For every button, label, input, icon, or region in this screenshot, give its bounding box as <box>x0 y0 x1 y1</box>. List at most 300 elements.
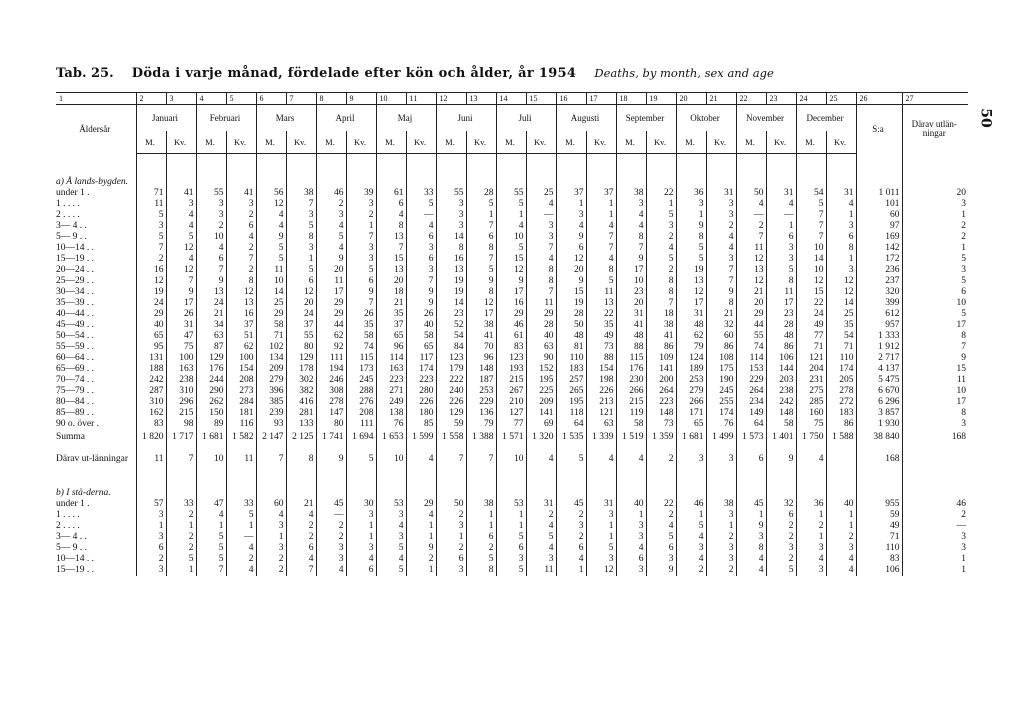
value-cell: 215 <box>166 408 196 419</box>
value-cell: 152 <box>526 364 556 375</box>
value-cell: — <box>766 210 796 221</box>
value-cell: 2 <box>766 521 796 532</box>
value-cell: 4 <box>646 243 676 254</box>
value-cell: 9 <box>406 298 436 309</box>
value-cell: 223 <box>646 397 676 408</box>
value-cell: 54 <box>796 188 826 199</box>
data-row <box>56 565 968 576</box>
empty-cell <box>766 465 796 499</box>
empty-cell <box>526 154 556 189</box>
value-cell: 129 <box>436 408 466 419</box>
value-cell: 10 <box>496 443 526 465</box>
value-cell: 7 <box>646 298 676 309</box>
value-cell: 45 <box>556 499 586 510</box>
female-header: Kv. <box>466 131 496 154</box>
column-number: 19 <box>646 93 676 105</box>
value-cell: 1 582 <box>226 430 256 443</box>
table-title <box>56 66 976 81</box>
value-cell: 234 <box>736 397 766 408</box>
empty-cell <box>646 154 676 189</box>
female-header: Kv. <box>166 131 196 154</box>
value-cell: 1 <box>736 510 766 521</box>
value-cell: 5 <box>196 532 226 543</box>
value-cell: 2 <box>316 532 346 543</box>
value-cell: 1 333 <box>856 331 902 342</box>
age-group-label: 3— 4 . . <box>56 532 87 542</box>
value-cell: 4 <box>196 243 226 254</box>
value-cell: 3 <box>286 243 316 254</box>
value-cell: 53 <box>496 499 526 510</box>
value-cell: 1 <box>136 521 166 532</box>
value-cell: 3 <box>316 210 346 221</box>
value-cell: 19 <box>136 287 166 298</box>
value-cell: 5 <box>646 532 676 543</box>
value-cell: 7 <box>466 254 496 265</box>
value-cell: 1 <box>902 243 968 254</box>
value-cell: 48 <box>676 320 706 331</box>
value-cell: 6 <box>766 510 796 521</box>
value-cell: 3 <box>316 543 346 554</box>
value-cell: 226 <box>586 386 616 397</box>
data-row <box>56 221 968 232</box>
column-number: 11 <box>406 93 436 105</box>
value-cell: 62 <box>226 342 256 353</box>
column-number: 8 <box>316 93 346 105</box>
male-header: M. <box>376 131 406 154</box>
empty-cell <box>406 465 436 499</box>
value-cell: 4 <box>826 554 856 565</box>
female-header: Kv. <box>526 131 556 154</box>
value-cell: 149 <box>736 408 766 419</box>
value-cell: 2 <box>766 554 796 565</box>
value-cell: 20 <box>616 298 646 309</box>
value-cell: 1 <box>196 521 226 532</box>
value-cell: 266 <box>676 397 706 408</box>
value-cell: 1 <box>166 565 196 576</box>
value-cell: 1 <box>826 254 856 265</box>
value-cell: 8 <box>706 298 736 309</box>
month-header: April <box>316 105 376 132</box>
value-cell: 2 717 <box>856 353 902 364</box>
value-cell: 116 <box>226 419 256 430</box>
value-cell: 115 <box>616 353 646 364</box>
value-cell: 13 <box>586 298 616 309</box>
female-header: Kv. <box>646 131 676 154</box>
column-number: 5 <box>226 93 256 105</box>
female-header: Kv. <box>286 131 316 154</box>
data-row <box>56 375 968 386</box>
value-cell: 2 <box>902 510 968 521</box>
value-cell: 37 <box>556 188 586 199</box>
value-cell: 3 <box>826 265 856 276</box>
value-cell: 73 <box>586 342 616 353</box>
value-cell: 5 <box>466 554 496 565</box>
value-cell: 6 <box>466 532 496 543</box>
value-cell: 3 <box>376 532 406 543</box>
value-cell: 287 <box>136 386 166 397</box>
value-cell: 36 <box>796 499 826 510</box>
value-cell: 31 <box>766 188 796 199</box>
value-cell: 5 <box>676 254 706 265</box>
value-cell: 4 <box>526 521 556 532</box>
value-cell: 1 499 <box>706 430 736 443</box>
value-cell: 1 <box>646 199 676 210</box>
value-cell: 12 <box>826 276 856 287</box>
value-cell: 4 <box>226 232 256 243</box>
value-cell: 64 <box>556 419 586 430</box>
value-cell: 35 <box>826 320 856 331</box>
value-cell: 7 <box>286 199 316 210</box>
data-row <box>56 554 968 565</box>
value-cell: 174 <box>406 364 436 375</box>
value-cell: 1 <box>826 521 856 532</box>
value-cell: 172 <box>856 254 902 265</box>
value-cell: 3 <box>136 532 166 543</box>
section-heading-row <box>56 154 968 189</box>
value-cell: 169 <box>856 232 902 243</box>
value-cell: 3 <box>136 221 166 232</box>
value-cell: 20 <box>556 265 586 276</box>
value-cell: 226 <box>436 397 466 408</box>
value-cell: 101 <box>856 199 902 210</box>
value-cell: 38 <box>466 499 496 510</box>
value-cell: 75 <box>166 342 196 353</box>
value-cell: 1 <box>466 210 496 221</box>
column-number: 3 <box>166 93 196 105</box>
value-cell: 2 <box>796 521 826 532</box>
column-number: 12 <box>436 93 466 105</box>
empty-cell <box>136 154 166 189</box>
value-cell: 1 <box>556 565 586 576</box>
value-cell: 3 <box>346 199 376 210</box>
data-row <box>56 210 968 221</box>
value-cell: 12 <box>496 265 526 276</box>
value-cell: 3 <box>526 554 556 565</box>
value-cell: 957 <box>856 320 902 331</box>
value-cell: 9 <box>406 287 436 298</box>
value-cell: 3 <box>766 543 796 554</box>
value-cell: 1 339 <box>586 430 616 443</box>
value-cell: 6 <box>286 276 316 287</box>
value-cell: 1 <box>466 521 496 532</box>
value-cell: 31 <box>706 188 736 199</box>
value-cell: 1 320 <box>526 430 556 443</box>
column-number: 17 <box>586 93 616 105</box>
value-cell: 12 <box>826 287 856 298</box>
column-number: 13 <box>466 93 496 105</box>
value-cell: 2 <box>826 532 856 543</box>
value-cell: 4 <box>526 543 556 554</box>
value-cell: 5 <box>136 232 166 243</box>
age-group-label: Därav ut-länningar <box>56 454 129 464</box>
value-cell: 73 <box>646 419 676 430</box>
value-cell: 168 <box>902 430 968 443</box>
value-cell: 31 <box>676 309 706 320</box>
value-cell: 96 <box>376 342 406 353</box>
value-cell: 6 296 <box>856 397 902 408</box>
value-cell: 7 <box>346 298 376 309</box>
empty-cell <box>196 154 226 189</box>
value-cell: 3 <box>676 443 706 465</box>
value-cell: 3 <box>616 532 646 543</box>
value-cell: 5 <box>766 265 796 276</box>
value-cell: 58 <box>346 331 376 342</box>
empty-cell <box>286 465 316 499</box>
age-group-label: 75—79 . . <box>56 386 94 396</box>
column-number-row <box>56 93 968 105</box>
value-cell: 5 <box>556 443 586 465</box>
value-cell: 41 <box>646 331 676 342</box>
value-cell: 50 <box>436 499 466 510</box>
value-cell: 114 <box>376 353 406 364</box>
value-cell: 38 <box>616 188 646 199</box>
empty-cell <box>736 154 766 189</box>
value-cell: 15 <box>496 254 526 265</box>
value-cell: 32 <box>766 499 796 510</box>
value-cell: 183 <box>826 408 856 419</box>
value-cell: 12 <box>736 254 766 265</box>
value-cell: 9 <box>676 221 706 232</box>
age-group-label: 35—39 . . <box>56 298 94 308</box>
value-cell: 59 <box>436 419 466 430</box>
value-cell: 29 <box>406 499 436 510</box>
value-cell: 208 <box>226 375 256 386</box>
value-cell: 3 <box>526 232 556 243</box>
value-cell: 1 741 <box>316 430 346 443</box>
age-group-label: 2 . . . . <box>56 521 80 531</box>
data-row <box>56 320 968 331</box>
value-cell: 1 <box>766 221 796 232</box>
value-cell: 22 <box>646 499 676 510</box>
data-row <box>56 188 968 199</box>
value-cell: 2 <box>556 532 586 543</box>
value-cell: 6 <box>556 243 586 254</box>
value-cell: 7 <box>136 243 166 254</box>
value-cell: 117 <box>406 353 436 364</box>
value-cell: 37 <box>226 320 256 331</box>
sum-column-header: S:a <box>856 105 902 154</box>
value-cell: 238 <box>766 386 796 397</box>
age-group-label: 50—54 . . <box>56 331 94 341</box>
value-cell: 1 <box>902 210 968 221</box>
value-cell: 1 <box>346 532 376 543</box>
value-cell: 7 <box>256 443 286 465</box>
value-cell: 1 <box>226 521 256 532</box>
value-cell: 5 <box>586 276 616 287</box>
value-cell: 2 <box>136 254 166 265</box>
value-cell: 15 <box>902 364 968 375</box>
value-cell: 144 <box>766 364 796 375</box>
value-cell: 5 <box>766 565 796 576</box>
value-cell: 55 <box>736 331 766 342</box>
value-cell: 79 <box>466 419 496 430</box>
value-cell: 3 <box>436 210 466 221</box>
value-cell: 4 <box>286 510 316 521</box>
female-header: Kv. <box>226 131 256 154</box>
empty-cell <box>196 465 226 499</box>
value-cell: 16 <box>226 309 256 320</box>
value-cell: 8 <box>466 287 496 298</box>
value-cell: 31 <box>586 499 616 510</box>
value-cell: 70 <box>466 342 496 353</box>
value-cell: 265 <box>556 386 586 397</box>
value-cell: 41 <box>616 320 646 331</box>
value-cell: 7 <box>166 443 196 465</box>
value-cell: 18 <box>376 287 406 298</box>
value-cell: 87 <box>196 342 226 353</box>
value-cell: 8 <box>616 232 646 243</box>
value-cell: 4 <box>376 521 406 532</box>
value-cell: 13 <box>196 287 226 298</box>
value-cell: 61 <box>496 331 526 342</box>
value-cell: 1 <box>496 510 526 521</box>
column-number: 7 <box>286 93 316 105</box>
value-cell: 6 <box>376 199 406 210</box>
value-cell: 1 <box>466 510 496 521</box>
value-cell: 3 <box>286 210 316 221</box>
value-cell: 3 <box>706 443 736 465</box>
value-cell: 115 <box>346 353 376 364</box>
value-cell: 9 <box>406 543 436 554</box>
value-cell: — <box>736 210 766 221</box>
value-cell: 1 535 <box>556 430 586 443</box>
value-cell: 2 <box>226 554 256 565</box>
value-cell: 1 <box>586 199 616 210</box>
value-cell: 3 <box>556 521 586 532</box>
value-cell: 12 <box>466 298 496 309</box>
value-cell: 3 <box>406 265 436 276</box>
value-cell: 110 <box>826 353 856 364</box>
value-cell: 24 <box>196 298 226 309</box>
value-cell: 46 <box>902 499 968 510</box>
value-cell: 195 <box>526 375 556 386</box>
value-cell: 1 <box>256 532 286 543</box>
value-cell: 10 <box>796 265 826 276</box>
value-cell: 17 <box>902 320 968 331</box>
value-cell: 174 <box>706 408 736 419</box>
value-cell: 24 <box>286 309 316 320</box>
value-cell: 2 <box>286 532 316 543</box>
value-cell: 63 <box>196 331 226 342</box>
value-cell: 3 <box>376 510 406 521</box>
value-cell: 4 <box>226 565 256 576</box>
month-header: Mars <box>256 105 316 132</box>
value-cell: 2 <box>406 554 436 565</box>
value-cell: 2 <box>902 221 968 232</box>
value-cell: 266 <box>616 386 646 397</box>
value-cell: 11 <box>316 276 346 287</box>
age-group-label: 85—89 . . <box>56 408 94 418</box>
value-cell: 4 <box>736 565 766 576</box>
value-cell: 148 <box>466 364 496 375</box>
value-cell: 45 <box>316 499 346 510</box>
value-cell: 23 <box>766 309 796 320</box>
value-cell: 7 <box>466 443 496 465</box>
value-cell: 33 <box>406 188 436 199</box>
value-cell: 10 <box>796 243 826 254</box>
value-cell: 280 <box>406 386 436 397</box>
empty-cell <box>706 154 736 189</box>
value-cell: 8 <box>286 443 316 465</box>
male-header: M. <box>496 131 526 154</box>
value-cell: 110 <box>556 353 586 364</box>
value-cell: 19 <box>556 298 586 309</box>
value-cell: 23 <box>616 287 646 298</box>
value-cell: 83 <box>496 342 526 353</box>
empty-cell <box>736 465 766 499</box>
value-cell: 31 <box>616 309 646 320</box>
value-cell: 188 <box>136 364 166 375</box>
value-cell: 4 <box>376 554 406 565</box>
value-cell: 4 <box>286 554 316 565</box>
value-cell: 2 125 <box>286 430 316 443</box>
value-cell: 4 <box>316 221 346 232</box>
value-cell: 36 <box>676 188 706 199</box>
empty-cell <box>496 465 526 499</box>
value-cell: 4 <box>316 243 346 254</box>
value-cell: 40 <box>526 331 556 342</box>
value-cell: 41 <box>226 188 256 199</box>
value-cell: 180 <box>406 408 436 419</box>
value-cell: 17 <box>466 309 496 320</box>
value-cell: 90 <box>526 353 556 364</box>
value-cell: 31 <box>826 188 856 199</box>
value-cell: 40 <box>616 499 646 510</box>
value-cell: 8 <box>436 243 466 254</box>
value-cell: 396 <box>256 386 286 397</box>
value-cell: 16 <box>496 298 526 309</box>
value-cell: 3 <box>496 554 526 565</box>
value-cell: 81 <box>556 342 586 353</box>
value-cell: 4 <box>706 243 736 254</box>
value-cell: 2 <box>646 510 676 521</box>
value-cell: 35 <box>346 320 376 331</box>
value-cell: 47 <box>166 331 196 342</box>
value-cell: 278 <box>316 397 346 408</box>
value-cell: 20 <box>286 298 316 309</box>
value-cell: 46 <box>496 320 526 331</box>
month-header: Oktober <box>676 105 736 132</box>
value-cell: 44 <box>736 320 766 331</box>
value-cell: 84 <box>436 342 466 353</box>
value-cell: 205 <box>826 375 856 386</box>
value-cell: 88 <box>586 353 616 364</box>
value-cell: 64 <box>736 419 766 430</box>
value-cell: 134 <box>256 353 286 364</box>
data-row <box>56 397 968 408</box>
value-cell: 10 <box>496 232 526 243</box>
value-cell: 129 <box>196 353 226 364</box>
value-cell: 4 <box>256 221 286 232</box>
value-cell: 12 <box>736 276 766 287</box>
value-cell: 8 <box>586 265 616 276</box>
empty-cell <box>556 154 586 189</box>
value-cell: 83 <box>136 419 166 430</box>
value-cell: 61 <box>376 188 406 199</box>
value-cell: 1 <box>676 510 706 521</box>
value-cell: 5 <box>256 243 286 254</box>
empty-cell <box>346 154 376 189</box>
value-cell: 12 <box>286 287 316 298</box>
value-cell: — <box>526 210 556 221</box>
value-cell: — <box>226 532 256 543</box>
value-cell: 141 <box>526 408 556 419</box>
month-header: Maj <box>376 105 436 132</box>
value-cell: 399 <box>856 298 902 309</box>
value-cell: 5 475 <box>856 375 902 386</box>
value-cell: 41 <box>166 188 196 199</box>
value-cell: 133 <box>286 419 316 430</box>
